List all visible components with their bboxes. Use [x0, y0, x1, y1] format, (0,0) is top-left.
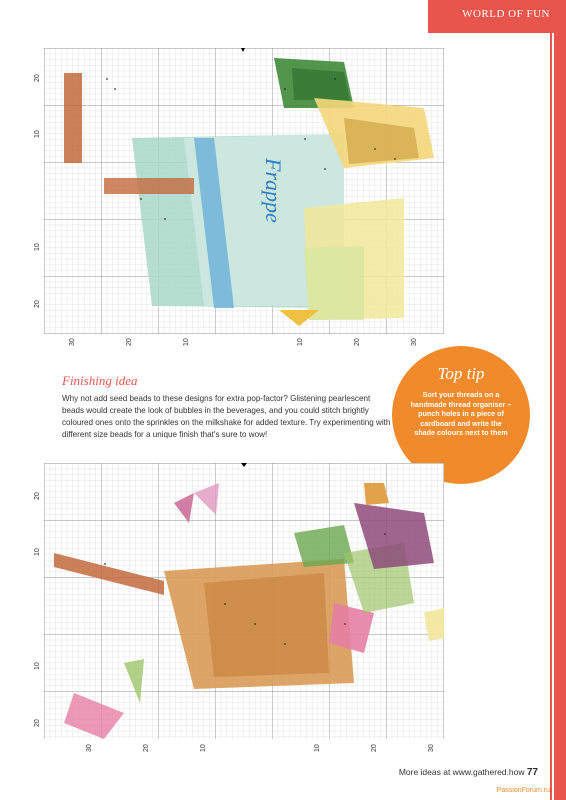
chart1-left-label-4: 20	[34, 300, 41, 308]
cross-stitch-chart-cake	[44, 463, 444, 739]
chart2-bottom-label-3: 10	[200, 744, 207, 752]
side-stripe	[554, 33, 566, 800]
chart-grid	[44, 48, 444, 334]
chart2-left-label-1: 20	[34, 492, 41, 500]
chart2-bottom-label-1: 30	[86, 744, 93, 752]
section-tab	[428, 0, 566, 33]
chart1-bottom-label-3: 10	[183, 338, 190, 346]
chart2-left-label-4: 20	[34, 719, 41, 727]
watermark: PassionForum.ru	[496, 787, 550, 794]
chart1-left-label-3: 10	[34, 243, 41, 251]
footer-link-text: More ideas at www.gathered.how	[398, 767, 525, 777]
chart-grid-2	[44, 463, 444, 739]
chart1-bottom-label-5: 20	[354, 338, 361, 346]
chart1-bottom-label-2: 20	[126, 338, 133, 346]
finishing-idea-body: Why not add seed beads to these designs for extra pop-factor? Glistening pearlescent beads would create the look of bubbles in the beverages, and you could stitch brightly coloured ones onto the sprinkles on the milkshake for added texture. Try experimenting with different size beads for a unique finish that's sure to wow!	[62, 394, 391, 439]
header-bar	[0, 0, 566, 40]
chart2-bottom-label-2: 20	[143, 744, 150, 752]
cross-stitch-chart-frappe	[44, 48, 444, 334]
chart1-left-label-2: 10	[34, 130, 41, 138]
chart1-left-label-1: 20	[34, 74, 41, 82]
top-tip-title: Top tip	[437, 364, 485, 383]
chart2-left-label-3: 10	[34, 662, 41, 670]
chart2-bottom-label-6: 30	[428, 744, 435, 752]
lettering: Frappe	[261, 158, 286, 223]
chart1-bottom-label-6: 30	[411, 338, 418, 346]
chart2-bottom-label-4: 10	[314, 744, 321, 752]
chart2-bottom-label-5: 20	[371, 744, 378, 752]
top-tip-body: Sort your threads on a handmade thread organiser – punch holes in a piece of cardboard and write the shade colours next to them	[410, 390, 512, 438]
footer	[399, 767, 538, 778]
chart1-bottom-label-4: 10	[297, 338, 304, 346]
section-label: WORLD OF FUN	[462, 8, 550, 20]
finishing-idea-title: Finishing idea	[62, 373, 138, 388]
page-number: 77	[526, 767, 538, 778]
chart1-bottom-label-1: 30	[69, 338, 76, 346]
chart2-left-label-2: 10	[34, 548, 41, 556]
